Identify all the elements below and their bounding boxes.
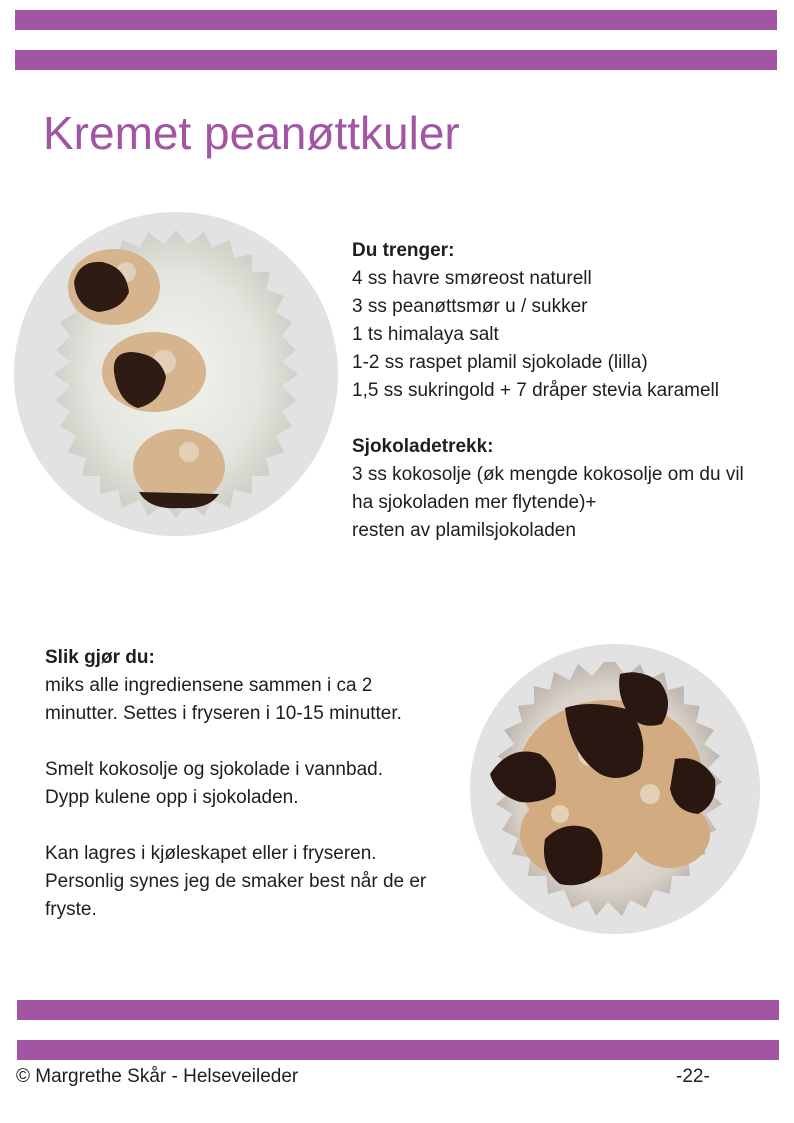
bottom-decorative-bar-1 — [17, 1000, 779, 1020]
ingredient-item: 3 ss peanøttsmør u / sukker — [352, 296, 588, 317]
instruction-line: miks alle ingrediensene sammen i ca 2 — [45, 675, 373, 696]
ingredients-section — [352, 237, 784, 545]
instructions-section — [45, 644, 465, 924]
recipe-photo-top — [14, 212, 338, 536]
page-title: Kremet peanøttkuler — [43, 107, 460, 159]
ingredient-item: 1-2 ss raspet plamil sjokolade (lilla) — [352, 352, 648, 373]
coating-line: resten av plamilsjokoladen — [352, 520, 576, 541]
instruction-line: minutter. Settes i fryseren i 10-15 minutter. — [45, 703, 402, 724]
ingredient-item: 4 ss havre smøreost naturell — [352, 268, 592, 289]
instruction-line: Smelt kokosolje og sjokolade i vannbad. — [45, 759, 383, 780]
top-decorative-bar-2 — [15, 50, 777, 70]
footer-author: © Margrethe Skår - Helseveileder — [16, 1066, 299, 1087]
ingredients-heading: Du trenger: — [352, 240, 455, 261]
recipe-photo-bottom — [470, 644, 760, 934]
top-decorative-bar-1 — [15, 10, 777, 30]
page-number: -22- — [676, 1066, 710, 1087]
coating-heading: Sjokoladetrekk: — [352, 436, 494, 457]
coating-line: ha sjokoladen mer flytende)+ — [352, 492, 597, 513]
instruction-line: fryste. — [45, 899, 97, 920]
coating-line: 3 ss kokosolje (øk mengde kokosolje om du vil — [352, 464, 744, 485]
instruction-line: Dypp kulene opp i sjokoladen. — [45, 787, 299, 808]
instructions-heading: Slik gjør du: — [45, 647, 155, 668]
ingredient-item: 1,5 ss sukringold + 7 dråper stevia karamell — [352, 380, 719, 401]
ingredient-item: 1 ts himalaya salt — [352, 324, 499, 345]
instruction-line: Personlig synes jeg de smaker best når de er — [45, 871, 427, 892]
instruction-line: Kan lagres i kjøleskapet eller i fryseren. — [45, 843, 377, 864]
bottom-decorative-bar-2 — [17, 1040, 779, 1060]
